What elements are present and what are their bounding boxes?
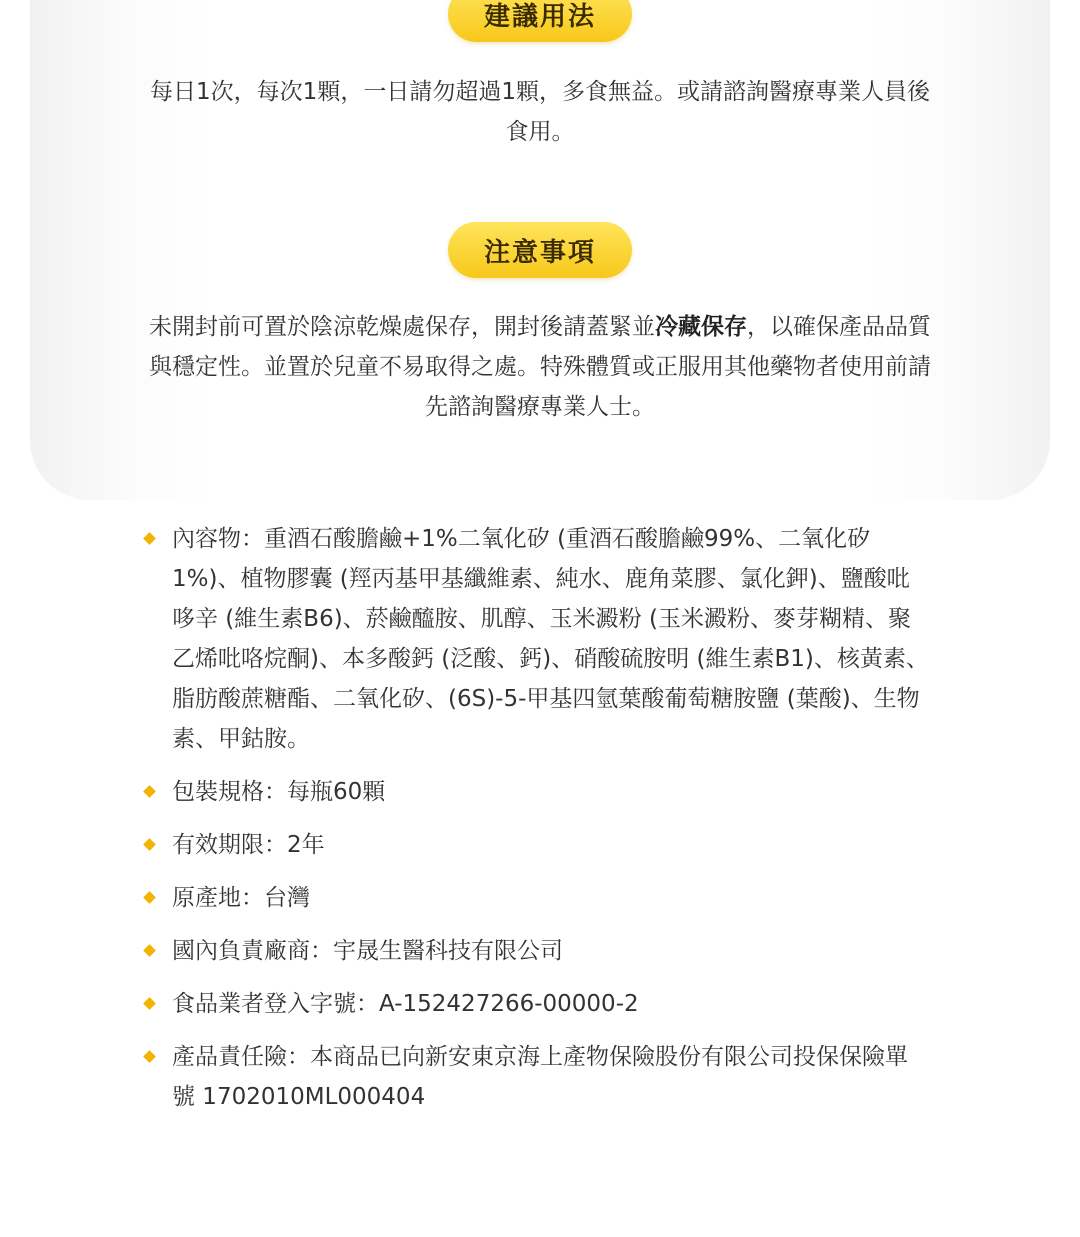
- notice-text-emphasis: 冷藏保存: [655, 314, 747, 340]
- spec-text: 內容物：重酒石酸膽鹼+1%二氧化矽 (重酒石酸膽鹼99%、二氧化矽1%)、植物膠囊 (羥丙基甲基纖維素、純水、鹿角菜膠、氯化鉀)、鹽酸吡哆辛 (維生素B6)、菸鹼醯胺、肌醇、玉米澱粉 (玉米澱粉、麥芽糊精、聚乙烯吡咯烷酮)、本多酸鈣 (泛酸、鈣)、硝酸硫胺明 (維生素B1)、核黃素、脂肪酸蔗糖酯、二氧化矽、(6S)-5-甲基四氫葉酸葡萄糖胺鹽 (葉酸)、生物素、甲鈷胺。: [172, 526, 929, 752]
- diamond-bullet-icon: [143, 838, 156, 851]
- spec-text: 原產地：台灣: [172, 885, 310, 911]
- diamond-bullet-icon: [143, 997, 156, 1010]
- notice-text: [140, 307, 940, 427]
- product-spec-list: [140, 519, 930, 1130]
- spec-text: 食品業者登入字號：A-152427266-00000-2: [172, 991, 639, 1017]
- spec-item-package: [140, 772, 930, 812]
- diamond-bullet-icon: [143, 1050, 156, 1063]
- spec-text: 包裝規格：每瓶60顆: [172, 779, 386, 805]
- notice-title: 注意事項: [483, 237, 596, 268]
- diamond-bullet-icon: [143, 785, 156, 798]
- spec-item-ingredients: [140, 519, 930, 759]
- spec-item-registration: [140, 984, 930, 1024]
- spec-text: 國內負責廠商：宇晟生醫科技有限公司: [172, 938, 563, 964]
- notice-title-badge: [448, 222, 632, 278]
- usage-title: 建議用法: [483, 1, 596, 32]
- spec-text: 產品責任險：本商品已向新安東京海上產物保險股份有限公司投保保險單號 1702010ML000404: [172, 1044, 908, 1110]
- spec-item-origin: [140, 878, 930, 918]
- diamond-bullet-icon: [143, 532, 156, 545]
- notice-text-before: 未開封前可置於陰涼乾燥處保存，開封後請蓋緊並: [149, 314, 655, 340]
- spec-item-insurance: [140, 1037, 930, 1117]
- notice-text-after: ，以確保產品品質與穩定性。並置於兒童不易取得之處。特殊體質或正服用其他藥物者使用前請先諮詢醫療專業人士。: [149, 314, 931, 420]
- usage-text: 每日1次，每次1顆，一日請勿超過1顆，多食無益。或請諮詢醫療專業人員後食用。: [150, 79, 930, 145]
- spec-item-manufacturer: [140, 931, 930, 971]
- spec-item-shelf-life: [140, 825, 930, 865]
- diamond-bullet-icon: [143, 891, 156, 904]
- spec-text: 有效期限：2年: [172, 832, 325, 858]
- diamond-bullet-icon: [143, 944, 156, 957]
- usage-title-badge: [448, 0, 632, 42]
